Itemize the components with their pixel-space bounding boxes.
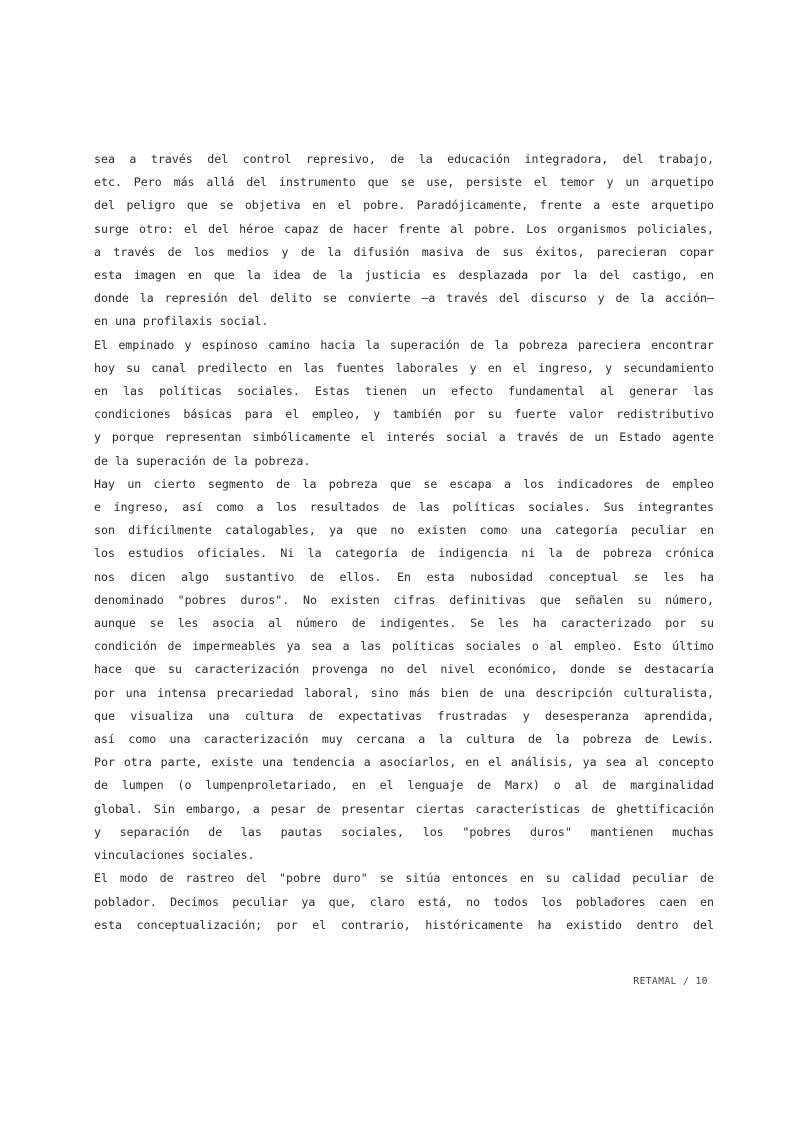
text-line: Por otra parte, existe una tendencia a asociarlos, en el análisis, ya sea al concepto bbox=[94, 755, 714, 770]
text-line: esta conceptualización; por el contrario, históricamente ha existido dentro del bbox=[94, 917, 714, 932]
paragraph bbox=[94, 867, 714, 937]
text-line: que visualiza una cultura de expectativas frustradas y desesperanza aprendida, bbox=[94, 708, 714, 723]
paragraph bbox=[94, 148, 714, 334]
text-line: surge otro: el del héroe capaz de hacer frente al pobre. Los organismos policiales, bbox=[94, 221, 714, 236]
text-line: son difícilmente catalogables, ya que no existen como una categoría peculiar en bbox=[94, 523, 714, 538]
text-line: donde la represión del delito se convierte —a través del discurso y de la acción— bbox=[94, 291, 714, 306]
text-line: hoy su canal predilecto en las fuentes laborales y en el ingreso, y secundamiento bbox=[94, 360, 714, 375]
text-line: así como una caracterización muy cercana a la cultura de la pobreza de Lewis. bbox=[94, 732, 714, 747]
text-line: esta imagen en que la idea de la justicia es desplazada por la del castigo, en bbox=[94, 268, 714, 283]
text-line: nos dicen algo sustantivo de ellos. En esta nubosidad conceptual se les ha bbox=[94, 569, 714, 584]
text-line: global. Sin embargo, a pesar de presentar ciertas características de ghettificación bbox=[94, 801, 714, 816]
text-line: los estudios oficiales. Ni la categoría de indigencia ni la de pobreza crónica bbox=[94, 546, 714, 561]
text-line: condiciones básicas para el empleo, y también por su fuerte valor redistributivo bbox=[94, 407, 714, 422]
text-line: hace que su caracterización provenga no del nivel económico, donde se destacaría bbox=[94, 662, 714, 677]
text-line: del peligro que se objetiva en el pobre. Paradójicamente, frente a este arquetipo bbox=[94, 198, 714, 213]
paragraph bbox=[94, 473, 714, 867]
page-body bbox=[94, 148, 714, 937]
text-line: poblador. Decimos peculiar ya que, claro está, no todos los pobladores caen en bbox=[94, 894, 714, 909]
paragraph bbox=[94, 334, 714, 473]
text-line: a través de los medios y de la difusión masiva de sus éxitos, parecieran copar bbox=[94, 244, 714, 259]
text-line: denominado "pobres duros". No existen cifras definitivas que señalen su número, bbox=[94, 592, 714, 607]
text-line: aunque se les asocia al número de indigentes. Se les ha caracterizado por su bbox=[94, 616, 714, 631]
text-line: condición de impermeables ya sea a las políticas sociales o al empleo. Esto último bbox=[94, 639, 714, 654]
text-line: e ingreso, así como a los resultados de las políticas sociales. Sus integrantes bbox=[94, 500, 714, 515]
text-line: etc. Pero más allá del instrumento que se use, persiste el temor y un arquetipo bbox=[94, 175, 714, 190]
text-line: en una profilaxis social. bbox=[94, 314, 269, 329]
text-line: El empinado y espinoso camino hacia la superación de la pobreza pareciera encontrar bbox=[94, 337, 714, 352]
text-line: en las políticas sociales. Estas tienen un efecto fundamental al generar las bbox=[94, 384, 714, 399]
text-line: El modo de rastreo del "pobre duro" se sitúa entonces en su calidad peculiar de bbox=[94, 871, 714, 886]
text-line: vinculaciones sociales. bbox=[94, 848, 255, 863]
text-line: sea a través del control represivo, de la educación integradora, del trabajo, bbox=[94, 152, 714, 166]
text-line: y porque representan simbólicamente el interés social a través de un Estado agente bbox=[94, 430, 714, 445]
text-line: de la superación de la pobreza. bbox=[94, 453, 311, 468]
text-line: Hay un cierto segmento de la pobreza que se escapa a los indicadores de empleo bbox=[94, 476, 714, 491]
text-line: de lumpen (o lumpenproletariado, en el lenguaje de Marx) o al de marginalidad bbox=[94, 778, 714, 793]
text-line: por una intensa precariedad laboral, sino más bien de una descripción culturalista, bbox=[94, 685, 714, 700]
text-line: y separación de las pautas sociales, los "pobres duros" mantienen muchas bbox=[94, 824, 714, 839]
page-footer: RETAMAL / 10 bbox=[633, 976, 708, 987]
